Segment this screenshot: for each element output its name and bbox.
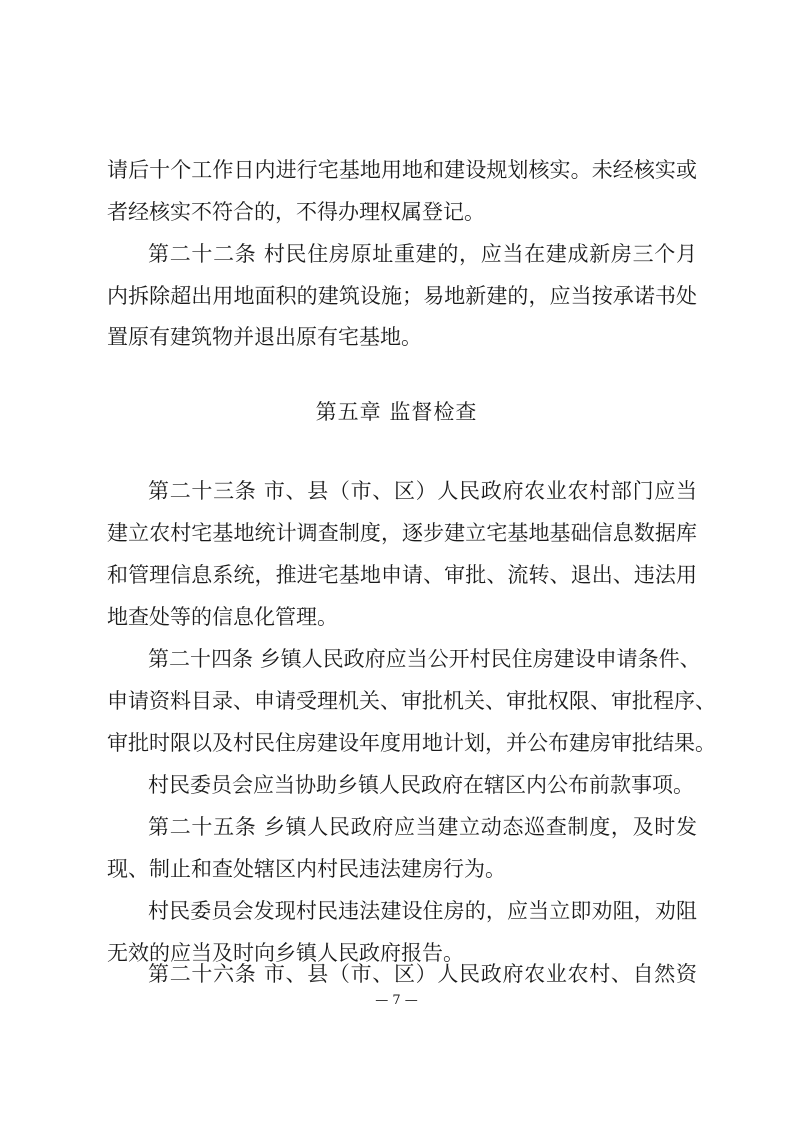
text-line-8: 和管理信息系统，推进宅基地申请、审批、流转、退出、违法用 (107, 563, 697, 587)
text-line-6: 第二十三条 市、县（市、区）人民政府农业农村部门应当 (148, 479, 697, 503)
text-line-5: 置原有建筑物并退出原有宅基地。 (107, 325, 422, 349)
text-line-10: 第二十四条 乡镇人民政府应当公开村民住房建设申请条件、 (148, 647, 701, 671)
page-number: — 7 — (375, 993, 418, 1008)
text-line-1: 请后十个工作日内进行宅基地用地和建设规划核实。未经核实或 (107, 158, 697, 182)
text-line-18: 第二十六条 市、县（市、区）人民政府农业农村、自然资 (148, 962, 697, 986)
text-line-14: 第二十五条 乡镇人民政府应当建立动态巡查制度，及时发 (148, 815, 697, 839)
text-line-12: 审批时限以及村民住房建设年度用地计划，并公布建房审批结果。 (107, 731, 716, 755)
text-line-7: 建立农村宅基地统计调查制度，逐步建立宅基地基础信息数据库 (107, 521, 697, 545)
chapter-heading: 第五章 监督检查 (315, 400, 478, 424)
text-line-3: 第二十二条 村民住房原址重建的，应当在建成新房三个月 (148, 242, 697, 266)
text-line-17: 无效的应当及时向乡镇人民政府报告。 (107, 941, 464, 965)
text-line-9: 地查处等的信息化管理。 (107, 605, 338, 629)
text-line-11: 申请资料目录、申请受理机关、审批机关、审批权限、审批程序、 (107, 689, 716, 713)
text-line-16: 村民委员会发现村民违法建设住房的，应当立即劝阻，劝阻 (148, 899, 697, 923)
text-line-4: 内拆除超出用地面积的建筑设施；易地新建的，应当按承诺书处 (107, 284, 697, 308)
text-line-15: 现、制止和查处辖区内村民违法建房行为。 (107, 857, 506, 881)
text-line-2: 者经核实不符合的，不得办理权属登记。 (107, 200, 485, 224)
text-line-13: 村民委员会应当协助乡镇人民政府在辖区内公布前款事项。 (148, 773, 694, 797)
